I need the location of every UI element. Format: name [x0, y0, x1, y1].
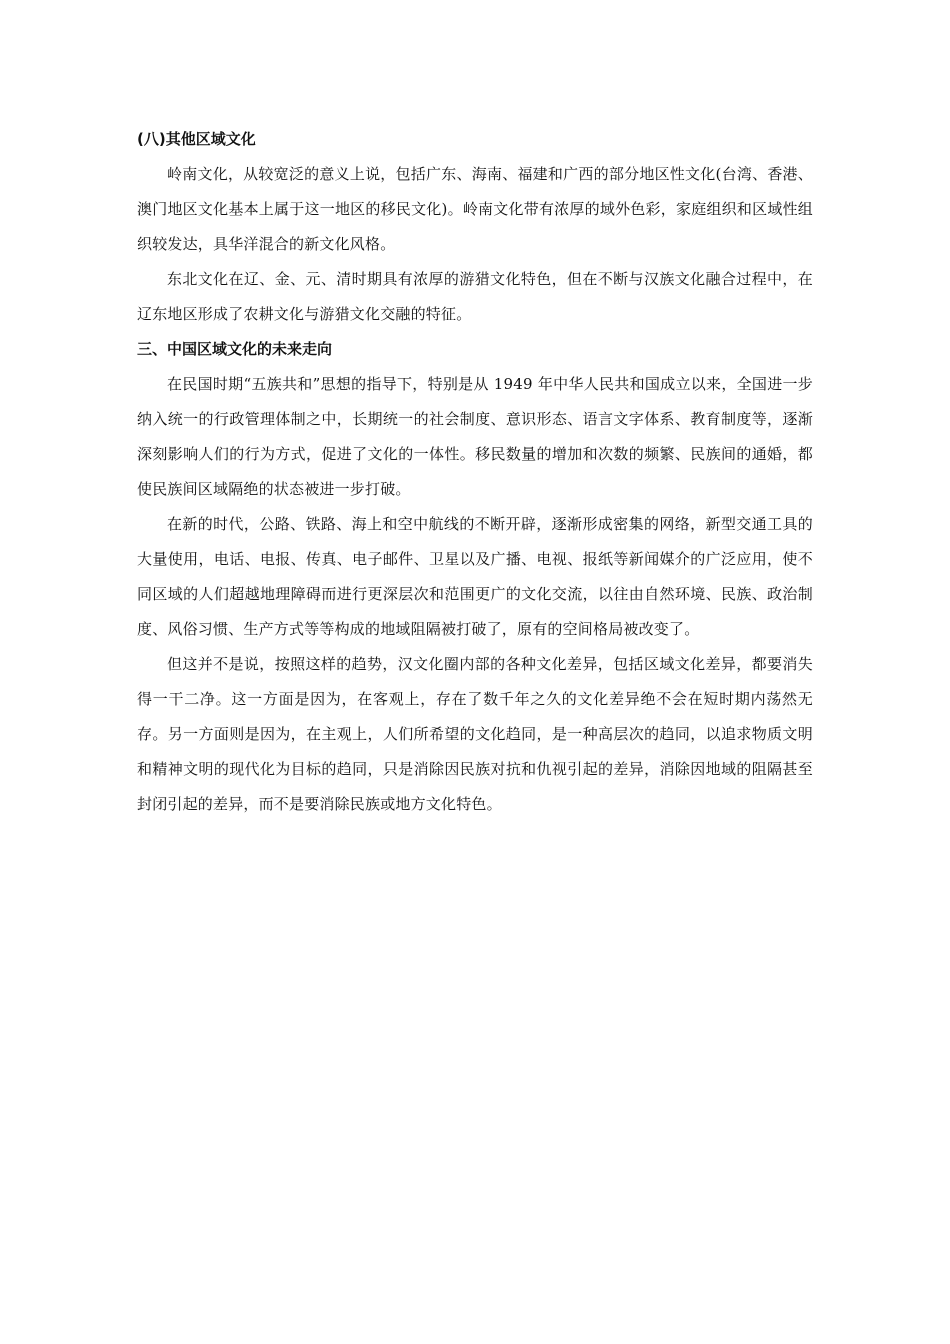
document-page [137, 122, 813, 822]
paragraph-lingnan-culture: 岭南文化，从较宽泛的意义上说，包括广东、海南、福建和广西的部分地区性文化(台湾、香港、澳门地区文化基本上属于这一地区的移民文化)。岭南文化带有浓厚的域外色彩，家庭组织和区域性组织较发达，具华洋混合的新文化风格。 [137, 165, 813, 253]
paragraph-republic-era-unification: 在民国时期“五族共和”思想的指导下，特别是从 1949 年中华人民共和国成立以来，全国进一步纳入统一的行政管理体制之中，长期统一的社会制度、意识形态、语言文字体系、教育制度等，逐渐深刻影响人们的行为方式，促进了文化的一体性。移民数量的增加和次数的频繁、民族间的通婚，都使民族间区域隔绝的状态被进一步打破。 [137, 375, 813, 498]
paragraph-cultural-differences-remain: 但这并不是说，按照这样的趋势，汉文化圈内部的各种文化差异，包括区域文化差异，都要消失得一干二净。这一方面是因为，在客观上，存在了数千年之久的文化差异绝不会在短时期内荡然无存。另一方面则是因为，在主观上，人们所希望的文化趋同，是一种高层次的趋同，以追求物质文明和精神文明的现代化为目标的趋同，只是消除因民族对抗和仇视引起的差异，消除因地域的阻隔甚至封闭引起的差异，而不是要消除民族或地方文化特色。 [137, 655, 813, 813]
paragraph-northeast-culture: 东北文化在辽、金、元、清时期具有浓厚的游猎文化特色，但在不断与汉族文化融合过程中，在辽东地区形成了农耕文化与游猎文化交融的特征。 [137, 270, 813, 323]
paragraph-new-era-communication: 在新的时代，公路、铁路、海上和空中航线的不断开辟，逐渐形成密集的网络，新型交通工具的大量使用，电话、电报、传真、电子邮件、卫星以及广播、电视、报纸等新闻媒介的广泛应用，使不同区域的人们超越地理障碍而进行更深层次和范围更广的文化交流，以往由自然环境、民族、政治制度、风俗习惯、生产方式等等构成的地域阻隔被打破了，原有的空间格局被改变了。 [137, 515, 813, 638]
section-heading-other-regional-cultures: (八)其他区域文化 [137, 130, 256, 148]
section-heading-future-direction: 三、中国区域文化的未来走向 [137, 340, 333, 358]
